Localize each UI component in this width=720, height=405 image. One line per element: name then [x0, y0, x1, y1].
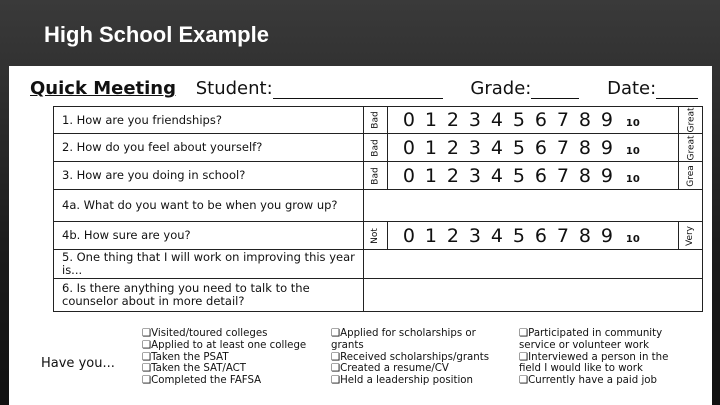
date-label: Date: — [607, 78, 657, 99]
scale-number[interactable]: 0 — [402, 164, 415, 187]
student-blank — [273, 84, 443, 99]
scale-number[interactable]: 4 — [490, 109, 503, 131]
checklist-item[interactable]: ❑Participated in community — [519, 328, 663, 339]
scale-high-text: Great — [686, 134, 697, 161]
scale-number[interactable]: 6 — [534, 109, 547, 131]
question-row — [54, 250, 703, 279]
scale-low-label — [363, 107, 387, 134]
scale-number[interactable]: 7 — [556, 136, 569, 159]
scale-number[interactable]: 0 — [402, 136, 415, 159]
checklist-item[interactable]: ❑Created a resume/CV — [331, 363, 449, 375]
scale-number[interactable]: 0 — [402, 109, 415, 131]
scale-high-label — [678, 222, 702, 250]
answer-field[interactable] — [363, 190, 702, 222]
grade-blank — [531, 84, 579, 99]
question-text: 3. How are you doing in school? — [54, 162, 364, 190]
question-row — [54, 107, 703, 134]
checklist-item[interactable]: ❑Received scholarships/grants — [331, 351, 490, 363]
scale-number[interactable]: 2 — [446, 109, 459, 131]
scale-number[interactable]: 2 — [446, 224, 459, 247]
scale-number[interactable]: 0 — [402, 224, 415, 247]
question-text: 4a. What do you want to be when you grow up? — [54, 190, 364, 222]
question-row — [54, 162, 703, 190]
question-row — [54, 279, 703, 312]
question-text: 4b. How sure are you? — [54, 222, 364, 250]
scale-high-label — [678, 134, 702, 162]
question-row — [54, 222, 703, 250]
scale-number[interactable]: 5 — [512, 164, 525, 187]
scale-number[interactable]: 2 — [446, 164, 459, 187]
checklist-column-2 — [331, 328, 489, 387]
question-row — [54, 134, 703, 162]
scale-number[interactable]: 10 — [625, 145, 640, 157]
checklist-item[interactable]: ❑Interviewed a person in the — [519, 351, 669, 363]
scale-number[interactable]: 10 — [625, 233, 640, 245]
question-text: 6. Is there anything you need to talk to the counselor about in more detail? — [54, 279, 364, 312]
scale-number[interactable]: 8 — [578, 136, 591, 159]
scale-low-text: Bad — [370, 166, 381, 185]
scale-number[interactable]: 3 — [468, 136, 481, 159]
scale-number[interactable]: 9 — [600, 164, 613, 187]
scale-number[interactable]: 3 — [468, 224, 481, 247]
question-text: 1. How are you friendships? — [54, 107, 364, 134]
scale-number[interactable]: 6 — [534, 164, 547, 187]
scale-high-text: Very — [685, 225, 696, 246]
checklist-item[interactable]: service or volunteer work — [519, 339, 650, 351]
question-table — [53, 106, 703, 312]
question-text: 2. How do you feel about yourself? — [54, 134, 364, 162]
checklist-item[interactable]: ❑Currently have a paid job — [519, 375, 657, 387]
answer-field[interactable] — [363, 279, 702, 312]
scale-number[interactable]: 7 — [556, 224, 569, 247]
scale-number[interactable]: 10 — [625, 173, 640, 185]
scale-high-text: Great — [686, 107, 697, 133]
scale-number[interactable]: 10 — [625, 118, 640, 129]
scale-number[interactable]: 8 — [578, 164, 591, 187]
scale-number[interactable]: 7 — [556, 109, 569, 131]
slide-title: High School Example — [44, 22, 269, 47]
rating-scale[interactable] — [387, 134, 678, 162]
scale-number[interactable]: 6 — [534, 136, 547, 159]
scale-number[interactable]: 6 — [534, 224, 547, 247]
scale-number[interactable]: 2 — [446, 136, 459, 159]
question-row — [54, 190, 703, 222]
grade-label: Grade: — [470, 78, 532, 99]
form-sheet — [9, 66, 712, 405]
question-text: 5. One thing that I will work on improving this year is... — [54, 250, 364, 279]
checklist-item[interactable]: grants — [331, 339, 364, 351]
scale-number[interactable]: 8 — [578, 109, 591, 131]
scale-low-label — [363, 222, 387, 250]
answer-field[interactable] — [363, 250, 702, 279]
scale-number[interactable]: 7 — [556, 164, 569, 187]
scale-number[interactable]: 4 — [490, 164, 503, 187]
date-blank — [656, 84, 698, 99]
scale-number[interactable]: 9 — [600, 224, 613, 247]
form-header — [30, 78, 700, 99]
checklist-item[interactable]: ❑Held a leadership position — [331, 375, 473, 387]
scale-low-text: Bad — [370, 138, 381, 157]
rating-scale[interactable] — [387, 222, 678, 250]
scale-low-text: Not — [370, 227, 381, 244]
checklist-item[interactable]: field I would like to work — [519, 363, 643, 375]
checklist-item[interactable]: ❑Taken the SAT/ACT — [142, 363, 246, 375]
scale-high-text: Grea — [685, 164, 696, 187]
scale-number[interactable]: 4 — [490, 136, 503, 159]
scale-number[interactable]: 1 — [424, 136, 437, 159]
scale-number[interactable]: 9 — [600, 109, 613, 131]
form-title: Quick Meeting — [30, 78, 176, 99]
student-label: Student: — [195, 78, 273, 99]
scale-number[interactable]: 8 — [578, 224, 591, 247]
scale-number[interactable]: 1 — [424, 164, 437, 187]
rating-scale[interactable] — [387, 162, 678, 190]
scale-number[interactable]: 3 — [468, 109, 481, 131]
scale-low-text: Bad — [370, 111, 381, 129]
checklist-item[interactable]: ❑Visited/toured colleges — [142, 328, 268, 339]
scale-low-label — [363, 162, 387, 190]
scale-number[interactable]: 5 — [512, 109, 525, 131]
scale-number[interactable]: 5 — [512, 224, 525, 247]
checklist-item[interactable]: ❑Applied for scholarships or — [331, 328, 476, 339]
scale-low-label — [363, 134, 387, 162]
scale-number[interactable]: 5 — [512, 136, 525, 159]
rating-scale[interactable] — [387, 107, 678, 134]
scale-number[interactable]: 1 — [424, 109, 437, 131]
scale-high-label — [678, 107, 702, 134]
checklist-item[interactable]: ❑Completed the FAFSA — [142, 375, 262, 387]
checklist-item[interactable]: ❑Taken the PSAT — [142, 351, 229, 363]
scale-high-label — [678, 162, 702, 190]
scale-number[interactable]: 9 — [600, 136, 613, 159]
scale-number[interactable]: 3 — [468, 164, 481, 187]
scale-number[interactable]: 4 — [490, 224, 503, 247]
checklist-item[interactable]: ❑Applied to at least one college — [142, 339, 307, 351]
scale-number[interactable]: 1 — [424, 224, 437, 247]
checklist-column-1 — [142, 328, 306, 387]
checklist-column-3 — [519, 328, 668, 387]
have-you-label: Have you... — [41, 356, 115, 371]
